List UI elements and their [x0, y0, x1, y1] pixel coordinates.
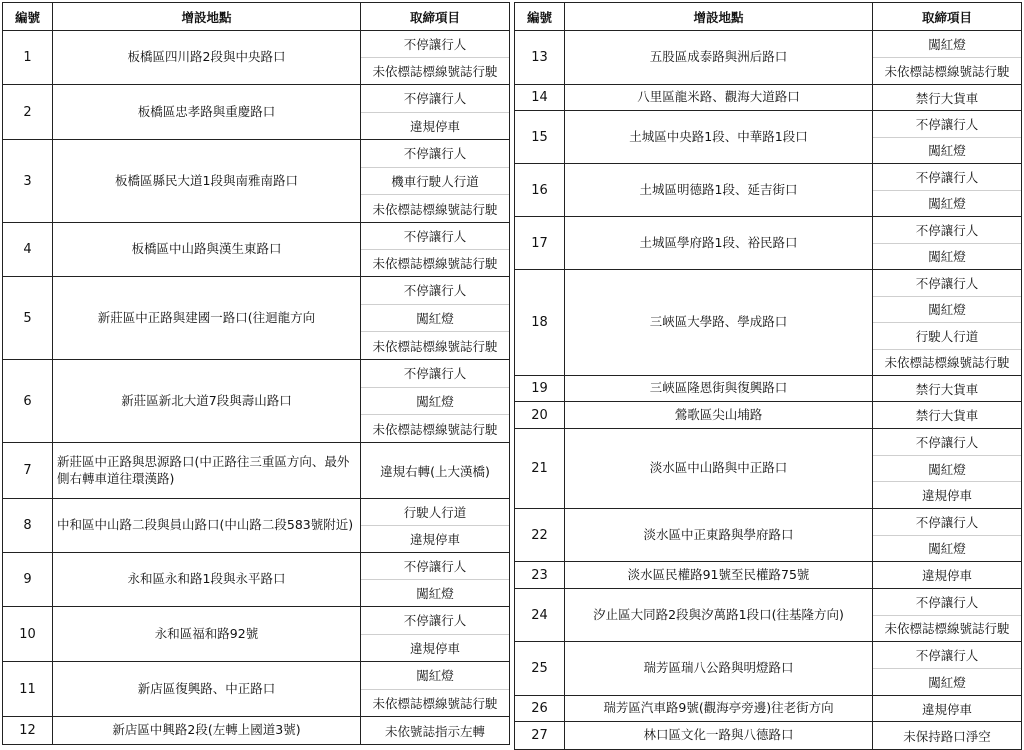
header-location: 增設地點 [565, 3, 873, 30]
enforcement-list [361, 277, 509, 359]
table-row [515, 217, 1021, 270]
enforcement-item: 不停讓行人 [873, 270, 1021, 297]
table-header [515, 3, 1021, 31]
enforcement-item: 闖紅燈 [873, 297, 1021, 324]
table-row [515, 429, 1021, 509]
table-row [3, 662, 509, 717]
enforcement-item: 禁行大貨車 [915, 90, 979, 106]
table-row [515, 509, 1021, 562]
enforcement-item: 闖紅燈 [416, 586, 454, 601]
row-number: 7 [3, 443, 53, 498]
row-number: 13 [515, 31, 565, 84]
enforcement-item: 違規停車 [921, 488, 972, 504]
header-no: 編號 [515, 3, 565, 30]
enforcement-item: 未依標誌標線號誌行駛 [884, 621, 1010, 637]
row-location: 土城區明德路1段、延吉街口 [565, 164, 873, 216]
enforcement-list [873, 164, 1021, 216]
row-number: 16 [515, 164, 565, 216]
row-number: 3 [3, 140, 53, 222]
row-location: 新莊區中正路與建國一路口(往迴龍方向 [53, 277, 361, 359]
row-location: 板橋區中山路與漢生東路口 [53, 223, 361, 276]
enforcement-item: 禁行大貨車 [915, 408, 979, 423]
row-location: 板橋區四川路2段與中央路口 [53, 31, 361, 84]
table-row [515, 85, 1021, 111]
enforcement-list [361, 499, 509, 552]
enforcement-item: 不停讓行人 [361, 607, 509, 635]
row-location: 土城區中央路1段、中華路1段口 [565, 111, 873, 163]
enforcement-list [873, 696, 1021, 721]
enforcement-item: 不停讓行人 [361, 553, 509, 580]
enforcement-item: 不停讓行人 [361, 223, 509, 250]
enforcement-item: 未保持路口淨空 [903, 728, 991, 744]
table-row [515, 164, 1021, 217]
header-no: 編號 [3, 3, 53, 30]
enforcement-item: 違規停車 [409, 118, 460, 134]
header-location: 增設地點 [53, 3, 361, 30]
row-location: 新店區復興路、中正路口 [53, 662, 361, 716]
enforcement-item: 未依標誌標線號誌行駛 [372, 695, 498, 711]
row-location: 汐止區大同路2段與汐萬路1段口(往基隆方向) [565, 589, 873, 641]
table-row [3, 607, 509, 662]
table-row [515, 562, 1021, 589]
row-location: 永和區永和路1段與永平路口 [53, 553, 361, 606]
row-location: 八里區龍米路、觀海大道路口 [565, 85, 873, 110]
enforcement-item: 機車行駛人行道 [361, 168, 509, 196]
enforcement-list [361, 360, 509, 442]
enforcement-item: 禁行大貨車 [915, 381, 979, 397]
table-row [515, 722, 1021, 749]
table-row [3, 277, 509, 360]
table-row [3, 85, 509, 140]
enforcement-item: 闖紅燈 [928, 541, 966, 557]
row-number: 12 [3, 717, 53, 744]
enforcement-item: 違規停車 [921, 701, 972, 717]
enforcement-item: 闖紅燈 [928, 249, 966, 265]
enforcement-item: 違規右轉(上大漢橋) [380, 463, 490, 479]
table-row [3, 140, 509, 223]
enforcement-list [361, 443, 509, 498]
enforcement-item: 闖紅燈 [928, 675, 966, 690]
row-number: 24 [515, 589, 565, 641]
row-number: 5 [3, 277, 53, 359]
enforcement-table-right [514, 2, 1022, 750]
row-number: 8 [3, 499, 53, 552]
enforcement-item: 未依標誌標線號誌行駛 [372, 338, 498, 354]
row-number: 26 [515, 696, 565, 721]
row-location: 三峽區隆恩街與復興路口 [565, 376, 873, 401]
enforcement-item: 不停讓行人 [361, 277, 509, 305]
enforcement-item: 未依標誌標線號誌行駛 [372, 64, 498, 79]
enforcement-item: 行駛人行道 [873, 323, 1021, 350]
enforcement-list [873, 509, 1021, 561]
enforcement-item: 行駛人行道 [361, 499, 509, 526]
row-number: 27 [515, 722, 565, 749]
row-location: 三峽區大學路、學成路口 [565, 270, 873, 375]
row-location: 土城區學府路1段、裕民路口 [565, 217, 873, 269]
row-number: 20 [515, 402, 565, 428]
row-number: 21 [515, 429, 565, 508]
row-location: 永和區福和路92號 [53, 607, 361, 661]
table-row [3, 31, 509, 85]
enforcement-list [873, 562, 1021, 588]
enforcement-item: 違規停車 [921, 568, 972, 583]
enforcement-item: 不停讓行人 [873, 642, 1021, 669]
row-number: 6 [3, 360, 53, 442]
row-location: 淡水區民權路91號至民權路75號 [565, 562, 873, 588]
enforcement-item: 不停讓行人 [873, 217, 1021, 244]
row-location: 鶯歌區尖山埔路 [565, 402, 873, 428]
enforcement-list [361, 717, 509, 744]
header-enforcement: 取締項目 [409, 9, 460, 25]
enforcement-list [361, 607, 509, 661]
enforcement-list [361, 31, 509, 84]
enforcement-item: 未依號誌指示左轉 [384, 723, 485, 739]
enforcement-item: 闖紅燈 [928, 143, 966, 159]
enforcement-item: 未依標誌標線號誌行駛 [884, 355, 1010, 371]
row-number: 22 [515, 509, 565, 561]
row-number: 23 [515, 562, 565, 588]
row-location: 瑞芳區汽車路9號(觀海亭旁邊)往老街方向 [565, 696, 873, 721]
enforcement-item: 闖紅燈 [873, 31, 1021, 58]
table-row [3, 223, 509, 277]
row-location: 淡水區中正東路與學府路口 [565, 509, 873, 561]
enforcement-item: 闖紅燈 [873, 456, 1021, 483]
enforcement-list [873, 85, 1021, 110]
enforcement-item: 不停讓行人 [873, 164, 1021, 191]
enforcement-item: 不停讓行人 [361, 31, 509, 58]
table-body-right [515, 31, 1021, 749]
enforcement-item: 違規停車 [409, 532, 460, 547]
row-location: 五股區成泰路與洲后路口 [565, 31, 873, 84]
row-location: 中和區中山路二段與員山路口(中山路二段583號附近) [53, 499, 361, 552]
enforcement-item: 闖紅燈 [361, 388, 509, 416]
table-row [3, 717, 509, 744]
enforcement-item: 不停讓行人 [873, 509, 1021, 536]
row-location: 新莊區中正路與思源路口(中正路往三重區方向、最外側右轉車道往環漢路) [53, 443, 361, 498]
table-row [3, 553, 509, 607]
enforcement-list [873, 31, 1021, 84]
enforcement-item: 不停讓行人 [873, 111, 1021, 138]
row-location: 淡水區中山路與中正路口 [565, 429, 873, 508]
enforcement-list [873, 429, 1021, 508]
enforcement-item: 未依標誌標線號誌行駛 [884, 64, 1010, 79]
row-location: 板橋區忠孝路與重慶路口 [53, 85, 361, 139]
row-number: 19 [515, 376, 565, 401]
enforcement-list [361, 85, 509, 139]
enforcement-list [361, 223, 509, 276]
table-row [515, 402, 1021, 429]
enforcement-item: 闖紅燈 [928, 196, 966, 212]
table-row [515, 696, 1021, 722]
enforcement-list [361, 553, 509, 606]
table-row [515, 589, 1021, 642]
enforcement-list [873, 270, 1021, 375]
enforcement-list [361, 662, 509, 716]
enforcement-item: 不停讓行人 [873, 589, 1021, 616]
row-number: 14 [515, 85, 565, 110]
enforcement-item: 不停讓行人 [361, 360, 509, 388]
header-enforcement: 取締項目 [921, 9, 972, 25]
row-number: 25 [515, 642, 565, 695]
enforcement-item: 不停讓行人 [873, 429, 1021, 456]
enforcement-item: 闖紅燈 [361, 662, 509, 690]
enforcement-item: 未依標誌標線號誌行駛 [372, 256, 498, 271]
table-header [3, 3, 509, 31]
row-location: 板橋區縣民大道1段與南雅南路口 [53, 140, 361, 222]
enforcement-list [873, 402, 1021, 428]
enforcement-list [873, 642, 1021, 695]
table-row [515, 376, 1021, 402]
row-number: 1 [3, 31, 53, 84]
table-row [515, 111, 1021, 164]
table-row [515, 31, 1021, 85]
enforcement-item: 闖紅燈 [361, 305, 509, 333]
enforcement-item: 未依標誌標線號誌行駛 [372, 421, 498, 437]
enforcement-item: 未依標誌標線號誌行駛 [372, 201, 498, 217]
row-number: 4 [3, 223, 53, 276]
enforcement-list [873, 217, 1021, 269]
enforcement-item: 不停讓行人 [361, 140, 509, 168]
table-row [3, 443, 509, 499]
enforcement-item: 不停讓行人 [361, 85, 509, 113]
row-number: 10 [3, 607, 53, 661]
row-number: 2 [3, 85, 53, 139]
enforcement-item: 違規停車 [409, 640, 460, 656]
enforcement-table-left [2, 2, 510, 745]
enforcement-list [361, 140, 509, 222]
table-row [515, 270, 1021, 376]
row-number: 18 [515, 270, 565, 375]
row-location: 新店區中興路2段(左轉上國道3號) [53, 717, 361, 744]
enforcement-list [873, 111, 1021, 163]
table-row [3, 499, 509, 553]
table-row [3, 360, 509, 443]
row-number: 11 [3, 662, 53, 716]
row-number: 17 [515, 217, 565, 269]
enforcement-list [873, 722, 1021, 749]
enforcement-list [873, 589, 1021, 641]
row-number: 9 [3, 553, 53, 606]
enforcement-list [873, 376, 1021, 401]
row-number: 15 [515, 111, 565, 163]
table-body-left [3, 31, 509, 744]
table-row [515, 642, 1021, 696]
row-location: 新莊區新北大道7段與壽山路口 [53, 360, 361, 442]
row-location: 林口區文化一路與八德路口 [565, 722, 873, 749]
row-location: 瑞芳區瑞八公路與明燈路口 [565, 642, 873, 695]
